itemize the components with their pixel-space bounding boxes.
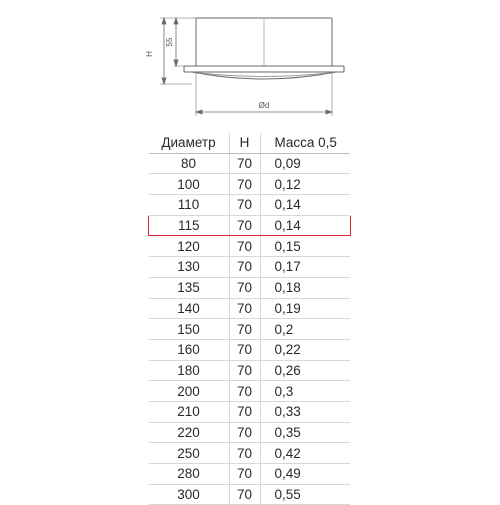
cell-h: 70 [229,277,260,298]
cell-h: 70 [229,319,260,340]
cell-h: 70 [229,464,260,485]
table-row [149,464,351,485]
table-row [149,401,351,422]
cell-diameter: 200 [149,381,230,402]
cell-diameter: 120 [149,236,230,257]
table-row [149,484,351,505]
cell-mass: 0,18 [260,277,350,298]
cell-h: 70 [229,339,260,360]
cell-mass: 0,49 [260,464,350,485]
technical-drawing [0,0,500,130]
cell-h: 70 [229,484,260,505]
cell-diameter: 300 [149,484,230,505]
cell-mass: 0,12 [260,174,350,195]
dimension-label-55: 55 [165,37,174,47]
cell-diameter: 80 [149,153,230,174]
table-row [149,360,351,381]
dimension-label-d: Ød [258,101,270,110]
cell-diameter: 210 [149,401,230,422]
table-row [149,195,351,216]
table-row [149,215,351,236]
spec-table [148,133,351,505]
header-mass: Масса 0,5 [260,133,350,153]
cell-mass: 0,2 [260,319,350,340]
table-body [149,153,351,505]
table-row [149,153,351,174]
cell-diameter: 140 [149,298,230,319]
cell-mass: 0,14 [260,215,350,236]
header-h: H [229,133,260,153]
table-row [149,422,351,443]
table-row [149,319,351,340]
table-row [149,443,351,464]
dimension-lines [160,18,332,116]
cell-diameter: 135 [149,277,230,298]
table-row [149,277,351,298]
cell-h: 70 [229,360,260,381]
cell-mass: 0,42 [260,443,350,464]
cell-diameter: 115 [149,215,230,236]
cell-mass: 0,09 [260,153,350,174]
cell-h: 70 [229,236,260,257]
dimension-label-h: H [145,51,154,57]
cell-mass: 0,26 [260,360,350,381]
cell-h: 70 [229,298,260,319]
cell-h: 70 [229,443,260,464]
cell-diameter: 130 [149,257,230,278]
cell-h: 70 [229,422,260,443]
table-header-row [149,133,351,153]
cell-mass: 0,15 [260,236,350,257]
table-row [149,174,351,195]
cell-mass: 0,35 [260,422,350,443]
cell-h: 70 [229,257,260,278]
cell-h: 70 [229,215,260,236]
table-row [149,298,351,319]
cell-mass: 0,14 [260,195,350,216]
table-row [149,339,351,360]
cell-mass: 0,19 [260,298,350,319]
cell-diameter: 110 [149,195,230,216]
cell-mass: 0,3 [260,381,350,402]
cap-outline [184,18,344,79]
cell-mass: 0,22 [260,339,350,360]
table-row [149,257,351,278]
cell-h: 70 [229,401,260,422]
table-row [149,236,351,257]
cell-h: 70 [229,153,260,174]
header-diameter: Диаметр [149,133,230,153]
cell-mass: 0,55 [260,484,350,505]
cell-mass: 0,17 [260,257,350,278]
cell-diameter: 250 [149,443,230,464]
cell-mass: 0,33 [260,401,350,422]
table-row [149,381,351,402]
cell-diameter: 220 [149,422,230,443]
cell-diameter: 100 [149,174,230,195]
cell-diameter: 180 [149,360,230,381]
cell-diameter: 150 [149,319,230,340]
cell-diameter: 280 [149,464,230,485]
cell-h: 70 [229,174,260,195]
cell-h: 70 [229,381,260,402]
cell-diameter: 160 [149,339,230,360]
spec-table-container [148,133,348,505]
cell-h: 70 [229,195,260,216]
